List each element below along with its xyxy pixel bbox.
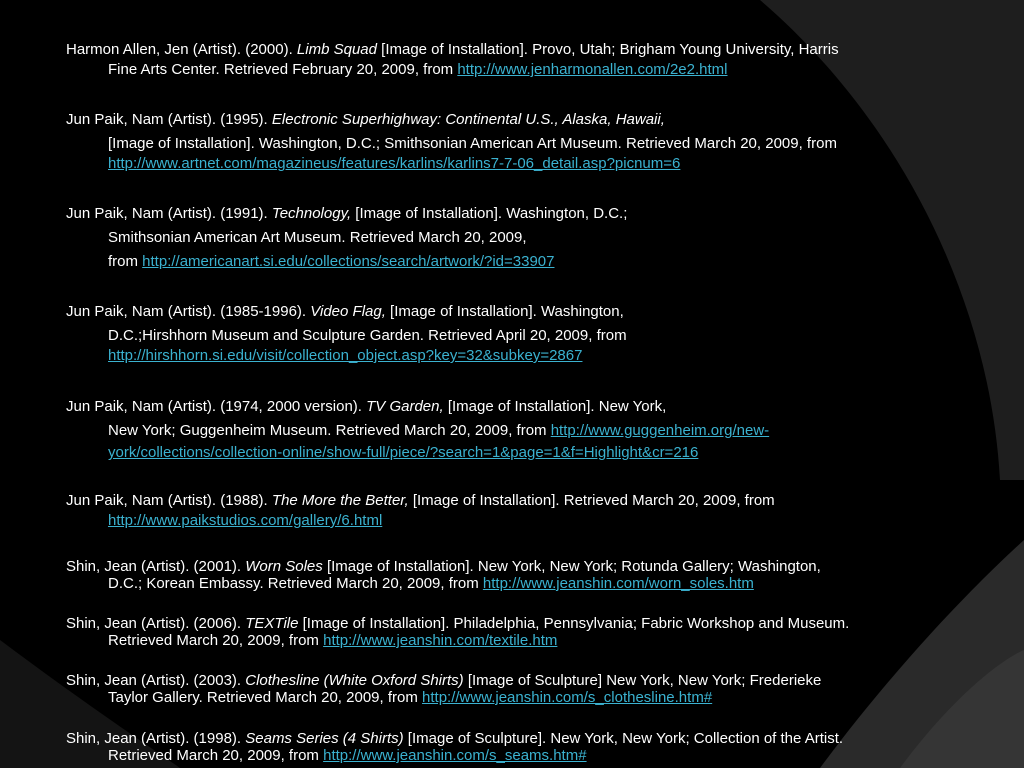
citation-link[interactable]: http://www.jeanshin.com/worn_soles.htm	[482, 575, 754, 592]
citation-link[interactable]: http://www.guggenheim.org/new-	[550, 422, 770, 439]
citation-text: [Image of Installation]. Washington, D.C.; Smithsonian American Art Museum. Retrieved March 20, 2009, from	[108, 135, 837, 152]
citation-text: [Image of Installation]. Philadelphia, Pennsylvania; Fabric Workshop and Museum.	[298, 615, 850, 632]
citation-text: New York; Guggenheim Museum. Retrieved March 20, 2009, from	[108, 422, 551, 439]
citation-link[interactable]: http://www.jeanshin.com/s_clothesline.htm#	[422, 689, 713, 706]
reference-entry	[66, 40, 839, 80]
citation-text: Smithsonian American Art Museum. Retrieved March 20, 2009,	[108, 229, 527, 246]
citation-text: [Image of Installation]. Washington,	[385, 303, 624, 320]
reference-entry	[66, 302, 627, 366]
author-date: Shin, Jean (Artist). (2003).	[66, 672, 246, 689]
citation-text: [Image of Sculpture] New York, New York; Frederieke	[463, 672, 822, 689]
author-date: Jun Paik, Nam (Artist). (1974, 2000 version).	[66, 398, 367, 415]
reference-entry	[66, 614, 849, 651]
citation-text: [Image of Installation]. Provo, Utah; Brigham Young University, Harris	[376, 41, 839, 58]
citation-link[interactable]: http://www.jeanshin.com/s_seams.htm#	[323, 747, 587, 764]
citation-link[interactable]: http://www.jenharmonallen.com/2e2.html	[457, 61, 728, 78]
author-date: Jun Paik, Nam (Artist). (1988).	[66, 492, 272, 509]
reference-entry	[66, 397, 769, 463]
citation-text: from	[108, 253, 143, 270]
author-date: Jun Paik, Nam (Artist). (1985-1996).	[66, 303, 311, 320]
author-date: Shin, Jean (Artist). (2001).	[66, 558, 246, 575]
citation-text: [Image of Installation]. New York, New York; Rotunda Gallery; Washington,	[322, 558, 821, 575]
citation-link[interactable]: http://www.paikstudios.com/gallery/6.html	[108, 512, 383, 529]
citation-text: Taylor Gallery. Retrieved March 20, 2009, from	[108, 689, 423, 706]
citation-link[interactable]: http://www.artnet.com/magazineus/features/karlins/karlins7-7-06_detail.asp?picnum=6	[108, 155, 681, 172]
citation-text: D.C.;Hirshhorn Museum and Sculpture Garden. Retrieved April 20, 2009, from	[108, 327, 627, 344]
artwork-title: TEXTile	[245, 615, 299, 632]
artwork-title: Technology,	[271, 205, 352, 222]
citation-link[interactable]: http://hirshhorn.si.edu/visit/collection_object.asp?key=32&subkey=2867	[108, 347, 583, 364]
author-date: Shin, Jean (Artist). (1998).	[66, 730, 246, 747]
author-date: Jun Paik, Nam (Artist). (1991).	[66, 205, 272, 222]
artwork-title: Seams Series (4 Shirts)	[245, 730, 404, 747]
artwork-title: TV Garden,	[366, 398, 444, 415]
citation-text: Fine Arts Center. Retrieved February 20, 2009, from	[108, 61, 458, 78]
author-date: Shin, Jean (Artist). (2006).	[66, 615, 246, 632]
citation-link[interactable]: http://americanart.si.edu/collections/search/artwork/?id=33907	[142, 253, 555, 270]
reference-entry	[66, 491, 775, 531]
citation-text: [Image of Installation]. Retrieved March 20, 2009, from	[408, 492, 775, 509]
citation-text: [Image of Installation]. Washington, D.C.;	[351, 205, 628, 222]
reference-entry	[66, 729, 843, 765]
citation-text: Retrieved March 20, 2009, from	[108, 747, 324, 764]
citation-text: Retrieved March 20, 2009, from	[108, 632, 324, 649]
author-date: Jun Paik, Nam (Artist). (1995).	[66, 111, 272, 128]
artwork-title: Clothesline (White Oxford Shirts)	[245, 672, 464, 689]
artwork-title: Limb Squad	[296, 41, 377, 58]
artwork-title: The More the Better,	[271, 492, 409, 509]
artwork-title: Electronic Superhighway: Continental U.S., Alaska, Hawaii,	[271, 111, 665, 128]
citation-link[interactable]: http://www.jeanshin.com/textile.htm	[323, 632, 558, 649]
citation-link-continued[interactable]: york/collections/collection-online/show-full/piece/?search=1&page=1&f=Highlight&cr=216	[108, 444, 699, 461]
reference-entry	[66, 204, 627, 272]
artwork-title: Video Flag,	[310, 303, 386, 320]
reference-entry	[66, 110, 837, 174]
citation-text: D.C.; Korean Embassy. Retrieved March 20, 2009, from	[108, 575, 483, 592]
citation-text: [Image of Sculpture]. New York, New York; Collection of the Artist.	[403, 730, 844, 747]
reference-entry	[66, 557, 821, 594]
artwork-title: Worn Soles	[245, 558, 323, 575]
author-date: Harmon Allen, Jen (Artist). (2000).	[66, 41, 297, 58]
reference-entry	[66, 671, 821, 708]
citation-text: [Image of Installation]. New York,	[443, 398, 667, 415]
